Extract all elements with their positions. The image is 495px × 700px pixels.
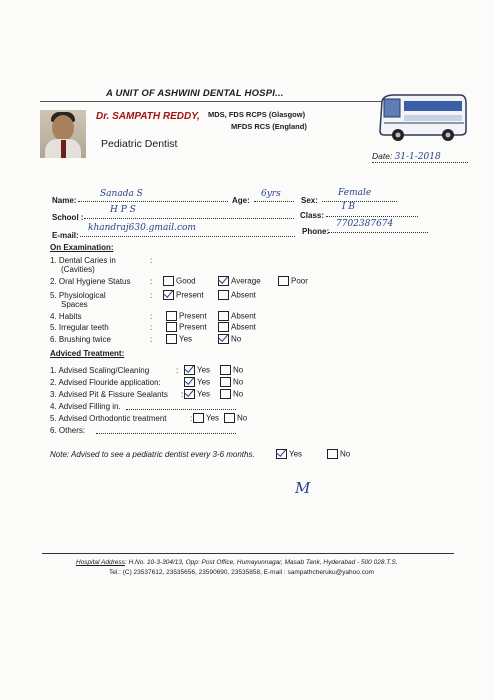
hospital-unit-title: A UNIT OF ASHWINI DENTAL HOSPI... bbox=[106, 88, 284, 99]
orthodontic-yes-option[interactable]: Yes bbox=[193, 413, 219, 423]
followup-note: Note: Advised to see a pediatric dentist every 3-6 months. bbox=[50, 450, 255, 459]
footer-contact: Tel.: (C) 23537612, 23535656, 23590690, 23535858, E-mail : sampathcheruku@yahoo.com bbox=[109, 569, 374, 576]
class-label: Class: bbox=[300, 211, 325, 220]
exam-item-physiological-spaces: 5. Physiological Spaces : bbox=[50, 291, 153, 309]
date-label: Date: bbox=[372, 151, 393, 161]
oral-hygiene-average-option[interactable]: Average bbox=[218, 276, 261, 286]
exam-item-irregular-teeth: 5. Irregular teeth : bbox=[50, 323, 153, 332]
date-value: 31-1-2018 bbox=[394, 152, 441, 162]
phone-label: Phone: bbox=[302, 227, 330, 236]
age-value: 6yrs bbox=[261, 189, 281, 199]
irregular-absent-option[interactable]: Absent bbox=[218, 322, 256, 332]
class-field[interactable] bbox=[326, 207, 418, 217]
exam-item-habits: 4. Habits : bbox=[50, 312, 153, 321]
note-no-option[interactable]: No bbox=[327, 449, 350, 459]
phone-value: 7702387674 bbox=[336, 219, 394, 229]
habits-present-option[interactable]: Present bbox=[166, 311, 207, 321]
bus-logo-icon bbox=[374, 87, 470, 143]
exam-item-brushing-twice: 6. Brushing twice : bbox=[50, 335, 153, 344]
treatment-title: Adviced Treatment: bbox=[50, 349, 125, 358]
flouride-no-option[interactable]: No bbox=[220, 377, 243, 387]
sex-value: Female bbox=[338, 188, 372, 198]
footer-divider bbox=[42, 553, 454, 554]
age-label: Age: bbox=[232, 196, 250, 205]
sealants-yes-option[interactable]: Yes bbox=[184, 389, 210, 399]
treatment-item-orthodontic: 5. Advised Orthodontic treatment : bbox=[50, 414, 193, 423]
habits-absent-option[interactable]: Absent bbox=[218, 311, 256, 321]
scaling-no-option[interactable]: No bbox=[220, 365, 243, 375]
brushing-no-option[interactable]: No bbox=[218, 334, 241, 344]
sex-label: Sex: bbox=[301, 196, 318, 205]
exam-item-oral-hygiene: 2. Oral Hygiene Status : bbox=[50, 277, 153, 286]
note-yes-option[interactable]: Yes bbox=[276, 449, 302, 459]
sealants-no-option[interactable]: No bbox=[220, 389, 243, 399]
name-label: Name: bbox=[52, 196, 77, 205]
doctor-specialty: Pediatric Dentist bbox=[101, 138, 178, 150]
name-value: Sanada S bbox=[100, 189, 143, 199]
treatment-item-scaling: 1. Advised Scaling/Cleaning : bbox=[50, 366, 179, 375]
physiological-present-option[interactable]: Present bbox=[163, 290, 204, 300]
irregular-present-option[interactable]: Present bbox=[166, 322, 207, 332]
school-value: H P S bbox=[110, 205, 136, 215]
treatment-item-flouride: 2. Advised Flouride application: bbox=[50, 378, 161, 387]
brushing-yes-option[interactable]: Yes bbox=[166, 334, 192, 344]
footer-address: Hospital Address: H.No. 10-3-304/13, Opp: Post Office, Humayunnagar, Masab Tank, Hyderabad - 500 028.T.S. bbox=[76, 559, 398, 566]
doctor-qualifications-1: MDS, FDS RCPS (Glasgow) bbox=[208, 110, 306, 119]
doctor-photo bbox=[40, 110, 86, 158]
scaling-yes-option[interactable]: Yes bbox=[184, 365, 210, 375]
treatment-item-others: 6. Others: bbox=[50, 426, 86, 435]
doctor-qualifications-2: MFDS RCS (England) bbox=[231, 122, 307, 131]
treatment-item-sealants: 3. Advised Pit & Fissure Sealants : bbox=[50, 390, 184, 399]
flouride-yes-option[interactable]: Yes bbox=[184, 377, 210, 387]
physiological-absent-option[interactable]: Absent bbox=[218, 290, 256, 300]
oral-hygiene-poor-option[interactable]: Poor bbox=[278, 276, 308, 286]
doctor-signature: M bbox=[295, 479, 311, 497]
class-value: I B bbox=[342, 202, 356, 212]
examination-title: On Examination: bbox=[50, 243, 114, 252]
filling-field[interactable] bbox=[126, 400, 236, 410]
email-label: E-mail: bbox=[52, 231, 79, 240]
exam-item-dental-caries: 1. Dental Caries in (Cavities) : bbox=[50, 256, 153, 274]
school-label: School : bbox=[52, 213, 84, 222]
doctor-name: Dr. SAMPATH REDDY, bbox=[96, 111, 200, 122]
email-value: khandraj630.gmail.com bbox=[88, 223, 196, 233]
date-field[interactable] bbox=[372, 151, 468, 163]
treatment-item-filling: 4. Advised Filling in. bbox=[50, 402, 121, 411]
orthodontic-no-option[interactable]: No bbox=[224, 413, 247, 423]
others-field[interactable] bbox=[96, 424, 236, 434]
oral-hygiene-good-option[interactable]: Good bbox=[163, 276, 196, 286]
